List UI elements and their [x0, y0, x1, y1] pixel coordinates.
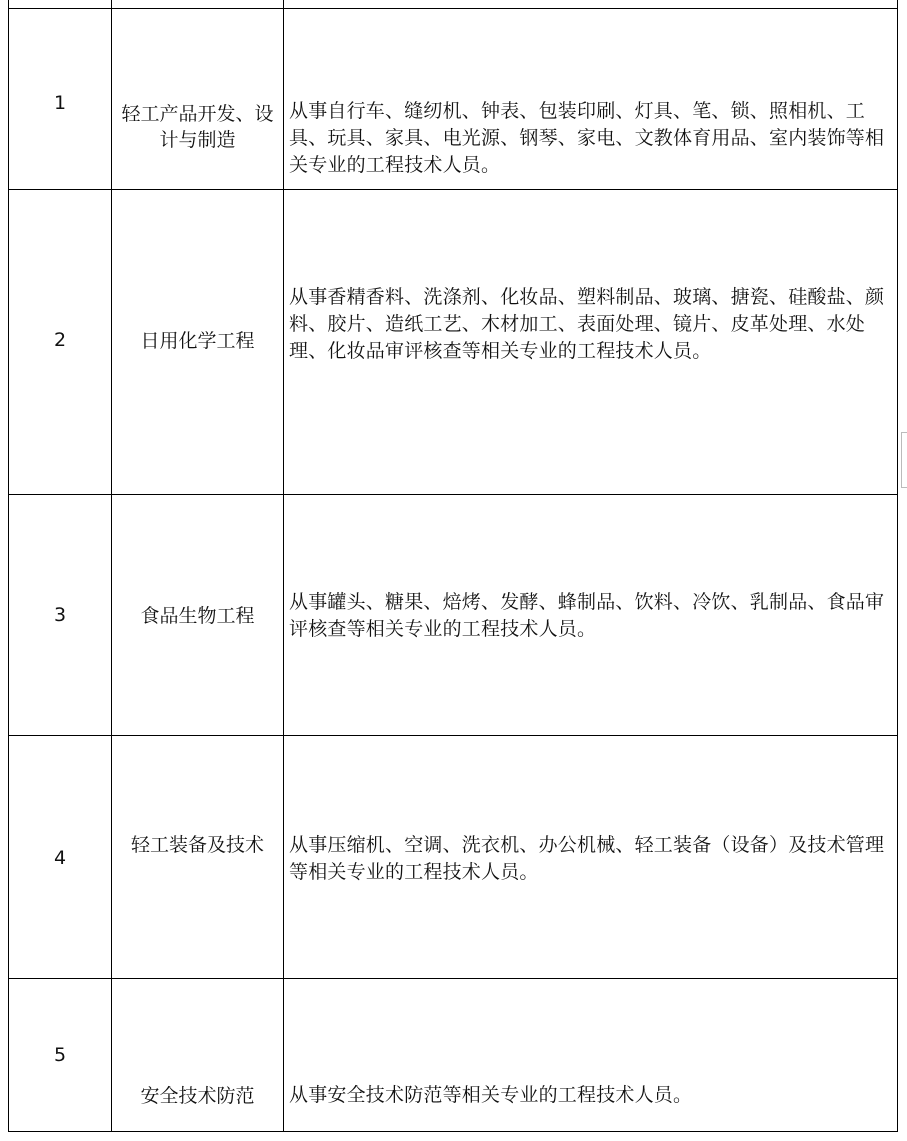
categories-table	[8, 0, 898, 1132]
table-row	[9, 494, 897, 735]
row-category: 安全技术防范	[140, 1085, 255, 1107]
row-number: 5	[53, 1044, 67, 1066]
row-description: 从事香精香料、洗涤剂、化妆品、塑料制品、玻璃、搪瓷、硅酸盐、颜料、胶片、造纸工艺、木材加工、表面处理、镜片、皮革处理、水处理、化妆品审评核查等相关专业的工程技术人员。	[289, 286, 885, 362]
row-description: 从事压缩机、空调、洗衣机、办公机械、轻工装备（设备）及技术管理等相关专业的工程技术人员。	[289, 834, 885, 883]
row-number: 4	[53, 847, 67, 869]
row-category: 日用化学工程	[140, 330, 255, 352]
row-category: 食品生物工程	[140, 605, 255, 627]
table-row	[9, 189, 897, 494]
table-row	[9, 735, 897, 978]
table-row	[9, 8, 897, 189]
row-number: 1	[53, 92, 67, 114]
row-description: 从事安全技术防范等相关专业的工程技术人员。	[289, 1084, 693, 1106]
table-row	[9, 978, 897, 1132]
row-number: 3	[53, 604, 67, 626]
row-category: 轻工产品开发、设计与制造	[121, 103, 274, 151]
row-description: 从事自行车、缝纫机、钟表、包装印刷、灯具、笔、锁、照相机、工具、玩具、家具、电光源、钢琴、家电、文教体育用品、室内装饰等相关专业的工程技术人员。	[289, 100, 885, 176]
row-category: 轻工装备及技术	[130, 834, 264, 856]
row-description: 从事罐头、糖果、焙烤、发酵、蜂制品、饮料、冷饮、乳制品、食品审评核查等相关专业的工程技术人员。	[289, 591, 885, 640]
row-number: 2	[53, 329, 67, 351]
page-edge-marker	[901, 432, 907, 488]
